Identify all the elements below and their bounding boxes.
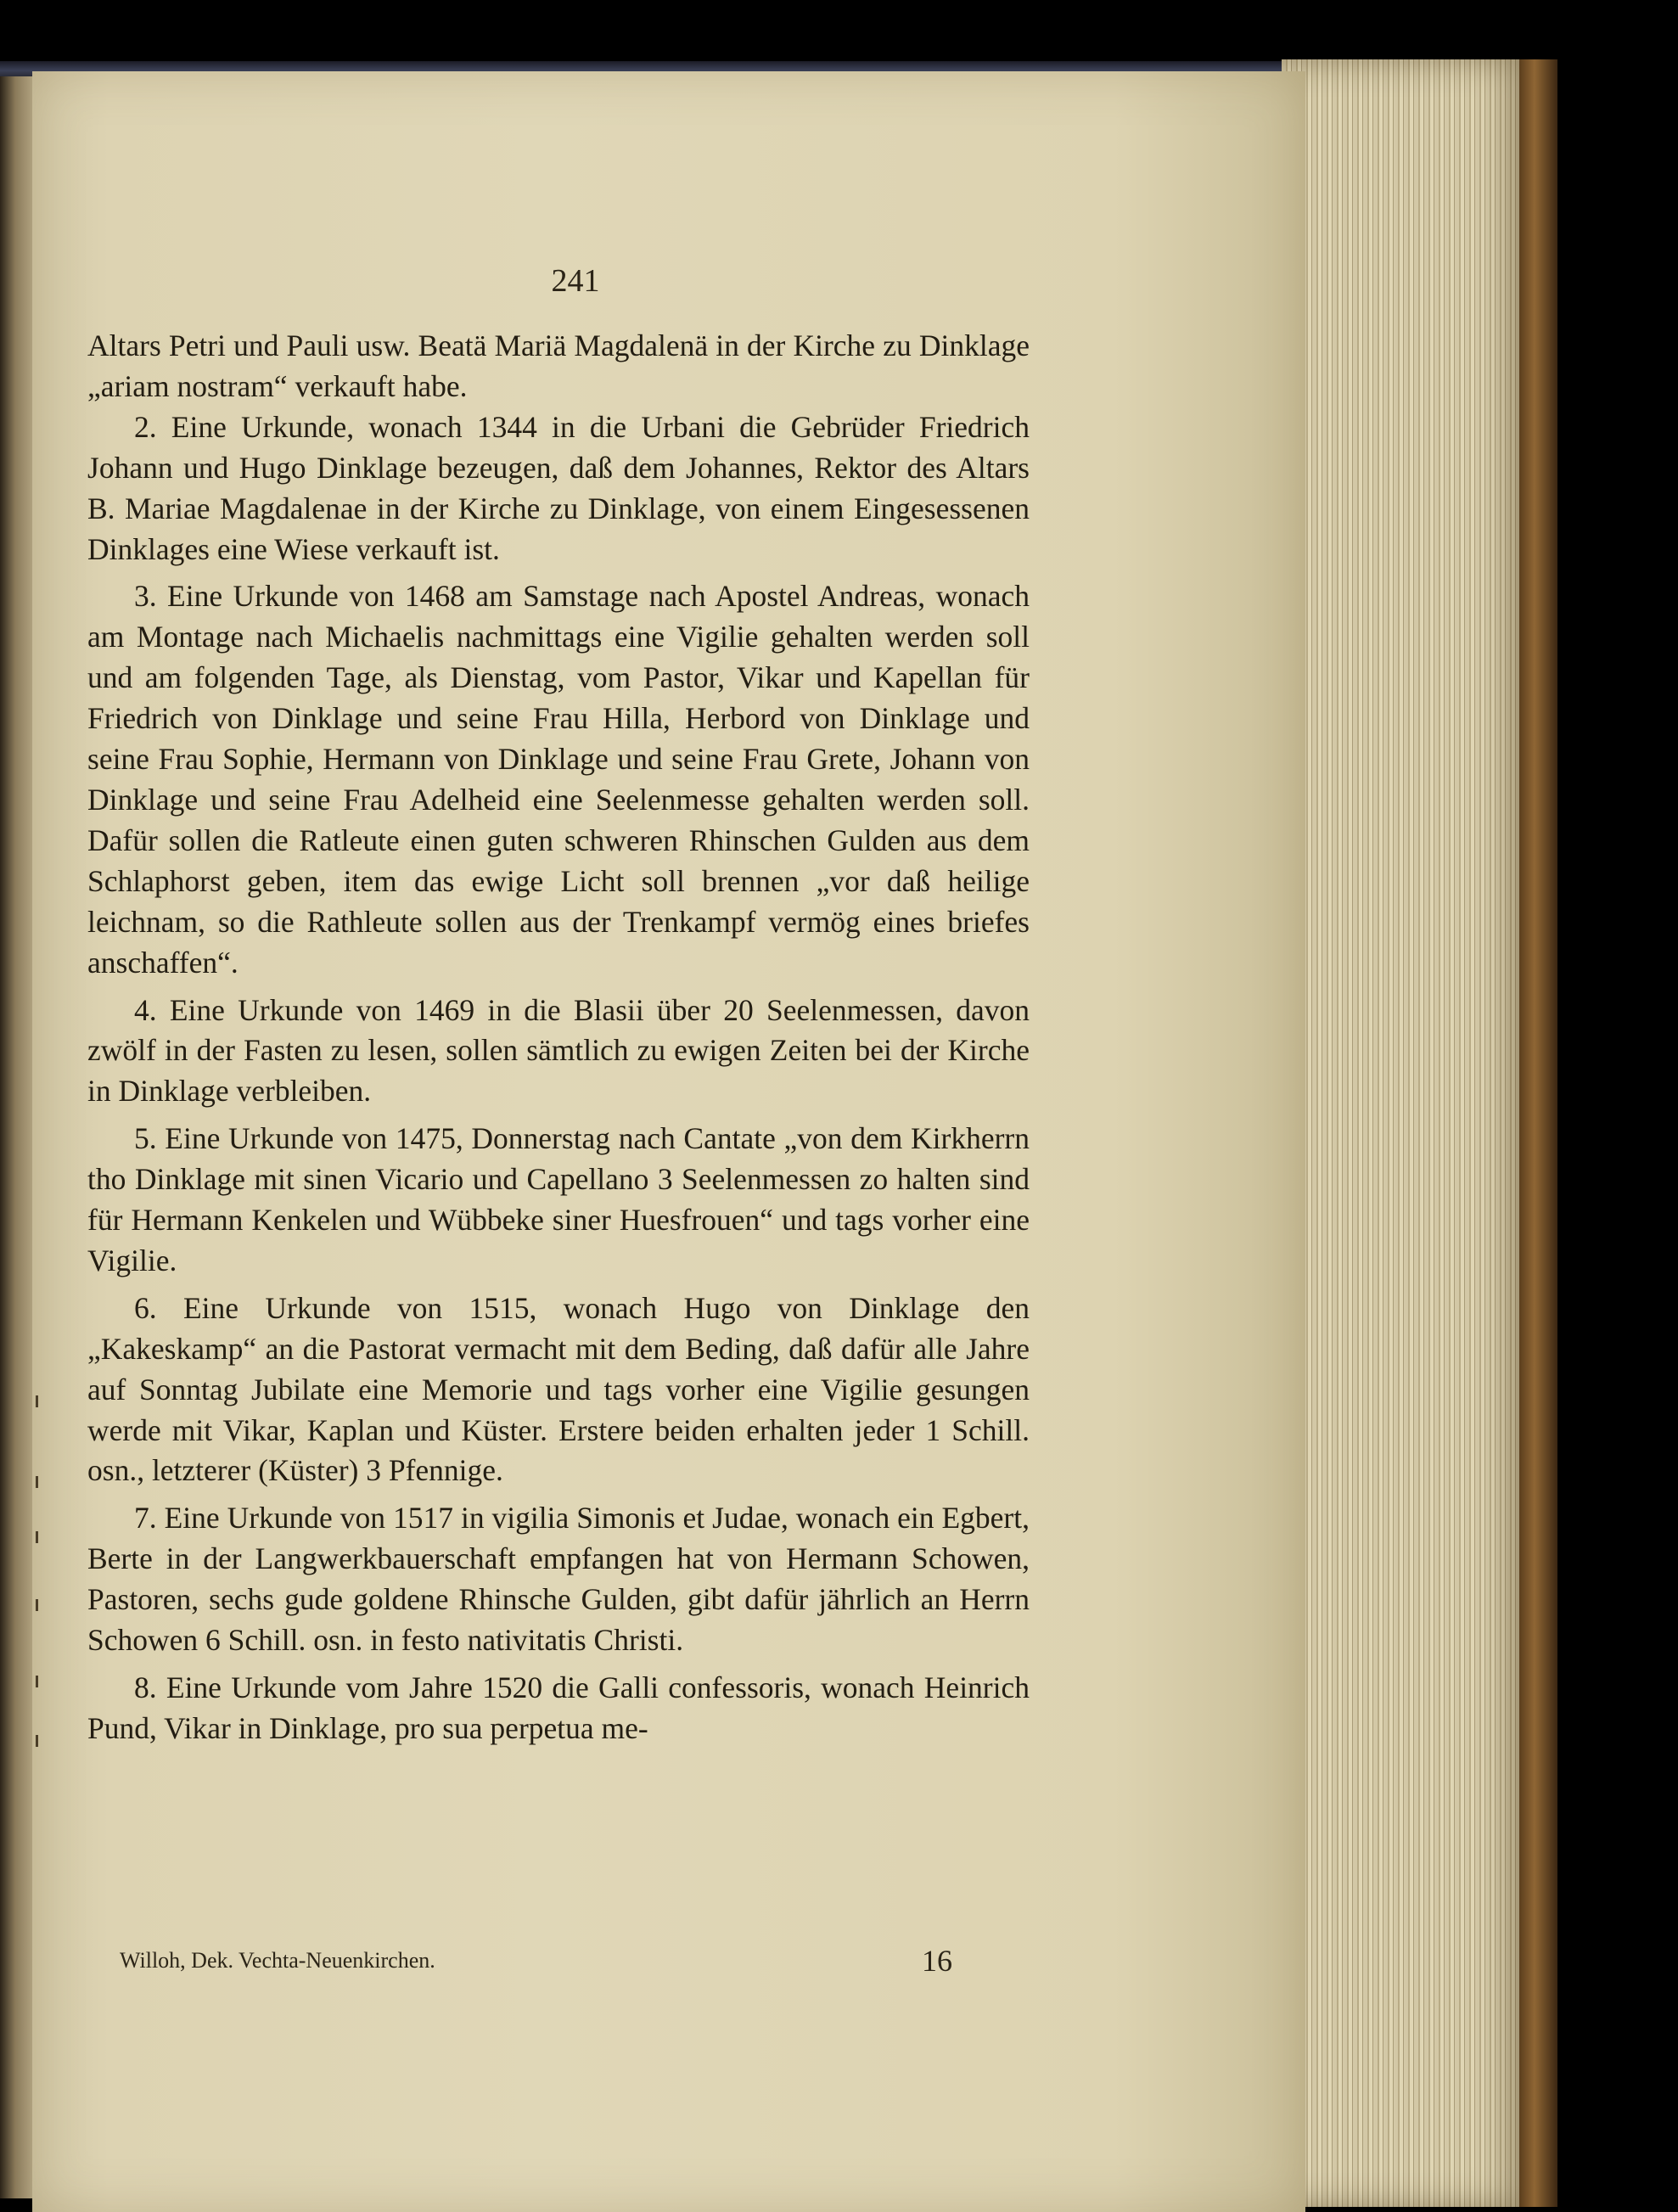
paragraph-1: Altars Petri und Pauli usw. Beatä Mariä Magdalenä in der Kirche zu Dinklage „ariam nostram“ verkauft habe. bbox=[87, 328, 1030, 403]
paragraph-4: 4. Eine Urkunde von 1469 in die Blasii über 20 Seelenmessen, davon zwölf in der Fasten zu lesen, sollen sämtlich zu ewigen Zeiten bei der Kirche in Dinklage verbleiben. bbox=[87, 992, 1030, 1109]
page-sheet bbox=[32, 71, 1305, 2212]
page-stack-edge bbox=[1282, 59, 1536, 2207]
page-footer bbox=[120, 1943, 968, 1985]
page-number: 241 bbox=[551, 263, 600, 299]
paragraph-5: 5. Eine Urkunde von 1475, Donnerstag nach Cantate „von dem Kirkherrn tho Dinklage mit sinen Vicario und Capellano 3 Seelenmessen zo halten sind für Hermann Kenkelen und Wübbeke siner Huesfrouen“ und tags vorher eine Vigilie. bbox=[87, 1121, 1030, 1277]
book-cover-edge bbox=[1519, 59, 1557, 2207]
paragraph-8: 8. Eine Urkunde vom Jahre 1520 die Galli confessoris, wonach Heinrich Pund, Vikar in Dinklage, pro sua perpetua me- bbox=[87, 1670, 1030, 1745]
paragraph-3: 3. Eine Urkunde von 1468 am Samstage nach Apostel Andreas, wonach am Montage nach Michaelis nachmittags eine Vigilie gehalten werden soll und am folgenden Tage, als Dienstag, vom Pastor, Vikar und Kapellan für Friedrich von Dinklage und seine Frau Hilla, Herbord von Dinklage und seine Frau Sophie, Hermann von Dinklage und seine Frau Grete, Johann von Dinklage und seine Frau Adelheid eine Seelenmesse gehalten werden soll. Dafür sollen die Ratleute einen guten schweren Rhinschen Gulden aus dem Schlaphorst geben, item das ewige Licht soll brennen „vor daß heilige leichnam, so die Rathleute sollen aus der Trenkampf vermög eines briefes anschaffen“. bbox=[87, 579, 1030, 980]
paragraph-2: 2. Eine Urkunde, wonach 1344 in die Urbani die Gebrüder Friedrich Johann und Hugo Dinklage bezeugen, daß dem Johannes, Rektor des Altars B. Mariae Magdalenae in der Kirche zu Dinklage, von einem Eingesessenen Dinklages eine Wiese verkauft ist. bbox=[87, 409, 1030, 566]
margin-marks bbox=[36, 1395, 44, 1786]
paragraph-7: 7. Eine Urkunde von 1517 in vigilia Simonis et Judae, wonach ein Egbert, Berte in der Langwerkbauerschaft empfangen hat von Hermann Schowen, Pastoren, sechs gude goldene Rhinsche Gulden, gibt dafür jährlich an Herrn Schowen 6 Schill. osn. in festo nativitatis Christi. bbox=[87, 1501, 1030, 1658]
previous-page-edge bbox=[0, 76, 34, 2198]
body-text bbox=[87, 326, 1030, 1749]
paragraph-6: 6. Eine Urkunde von 1515, wonach Hugo von Dinklage den „Kakeskamp“ an die Pastorat vermacht mit dem Beding, daß dafür alle Jahre auf Sonntag Jubilate eine Memorie und tags vorher eine Vigilie gesungen werde mit Vikar, Kaplan und Küster. Erstere beiden erhalten jeder 1 Schill. osn., letzterer (Küster) 3 Pfennige. bbox=[87, 1290, 1030, 1488]
footer-running-title: Willoh, Dek. Vechta-Neuenkirchen. bbox=[120, 1948, 435, 1973]
footer-signature-number: 16 bbox=[922, 1944, 952, 1978]
